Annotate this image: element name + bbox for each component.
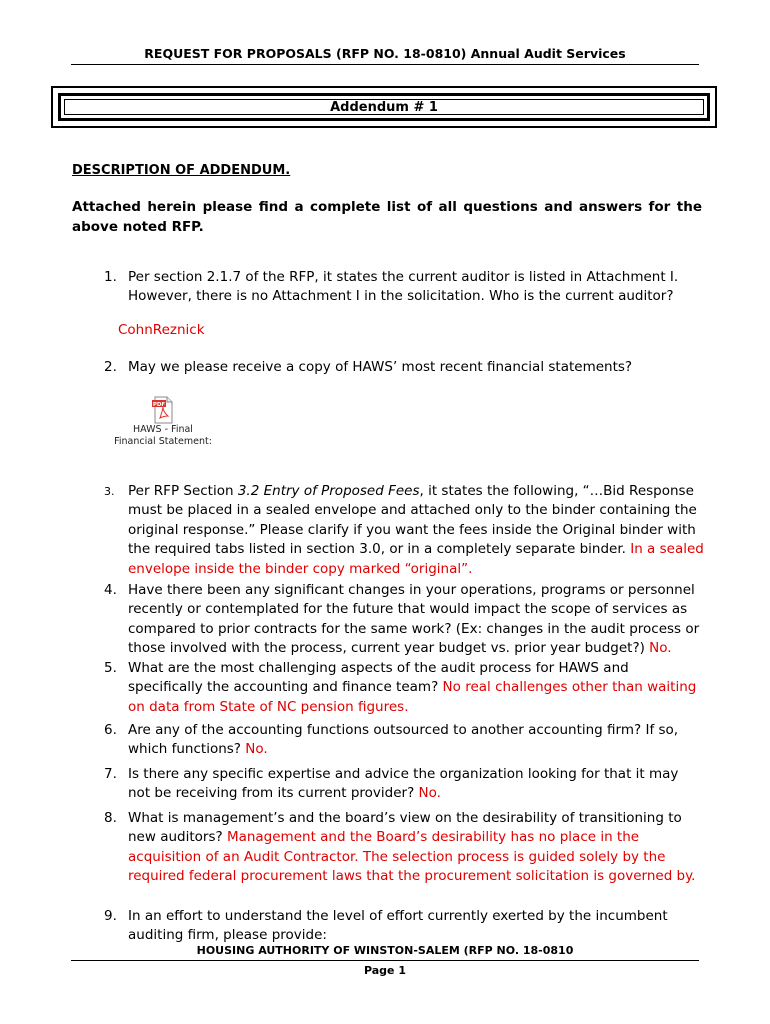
question-7 [104,765,704,804]
question-number: 2. [104,359,117,375]
question-number: 3. [104,485,115,498]
question-text-part: What is management’s and the board’s view on the desirability of transitioning to new auditors? [128,810,682,846]
question-number: 9. [104,908,117,924]
question-number: 6. [104,722,117,738]
question-text [128,659,704,717]
question-number: 1. [104,269,117,285]
question-number: 7. [104,766,117,782]
question-text [128,721,704,760]
question-6 [104,721,704,760]
question-section-ref: 3.2 Entry of Proposed Fees [237,483,420,499]
header-rule [71,64,699,65]
attachment-name-line2: Financial Statement: [114,436,212,447]
attachment-name-line1: HAWS - Final [133,424,193,435]
description-intro: Attached herein please find a complete list of all questions and answers for the above noted RFP. [72,199,702,235]
question-text-part: Per RFP Section [128,483,238,499]
addendum-box [51,86,717,128]
answer-5: No real challenges other than waiting on data from State of NC pension figures. [128,679,697,715]
question-text [128,809,704,887]
question-text: Per section 2.1.7 of the RFP, it states the current auditor is listed in Attachment I. However, there is no Attachment I in the solicitation. Who is the current auditor? [128,269,679,305]
question-text-part: Is there any specific expertise and advice the organization looking for that it may not be receiving from its current provider? [128,766,679,802]
question-text-part: Have there been any significant changes in your operations, programs or personnel recently or contemplated for the future that would impact the scope of services as compared to prior contracts for the same work? (Ex: changes in the audit process or those involved with the process, current year budget vs. prior year budget?) [128,582,700,657]
description-heading: DESCRIPTION OF ADDENDUM. [72,163,291,178]
page-header-title: REQUEST FOR PROPOSALS (RFP NO. 18-0810) Annual Audit Services [144,46,626,61]
question-text [128,581,704,659]
question-3 [104,482,704,579]
answer-6: No. [245,741,268,758]
question-number: 5. [104,660,117,676]
pdf-badge: PDF [152,402,166,408]
question-number: 4. [104,582,117,598]
question-number: 8. [104,810,117,826]
footer-rule [71,960,699,961]
question-text [128,765,704,804]
answer-7: No. [418,785,441,802]
addendum-label: Addendum # 1 [64,99,704,115]
pdf-attachment[interactable] [108,396,218,448]
answer-8: Management and the Board’s desirability has no place in the acquisition of an Audit Contractor. The selection process is guided solely by the required federal procurement laws that the procurement solicitation is governed by. [128,829,696,885]
question-8 [104,809,704,887]
question-text-part: Are any of the accounting functions outsourced to another accounting firm? If so, which functions? [128,722,679,758]
addendum-inner-border [58,93,710,121]
pdf-file-icon [151,396,175,424]
question-text: May we please receive a copy of HAWS’ most recent financial statements? [128,359,633,375]
question-9 [104,907,704,946]
answer-3: In a sealed envelope inside the binder copy marked “original”. [128,541,704,577]
page-number: Page 1 [363,964,406,977]
question-5 [104,659,704,717]
question-4 [104,581,704,659]
question-text [128,482,704,579]
question-text: In an effort to understand the level of effort currently exerted by the incumbent auditing firm, please provide: [128,908,668,944]
question-1 [104,268,704,307]
footer-text: HOUSING AUTHORITY OF WINSTON-SALEM (RFP NO. 18-0810 [196,944,574,957]
answer-1: CohnReznick [118,322,205,338]
question-text-part: , it states the following, “…Bid Response must be placed in a sealed envelope and attached only to the binder containing the original response.” Please clarify if you want the fees inside the Original binder with the required tabs listed in section 3.0, or in a completely separate binder. [128,483,697,558]
question-text-part: What are the most challenging aspects of the audit process for HAWS and specifically the accounting and finance team? [128,660,629,696]
question-2 [104,358,704,377]
answer-4: No. [649,640,672,657]
